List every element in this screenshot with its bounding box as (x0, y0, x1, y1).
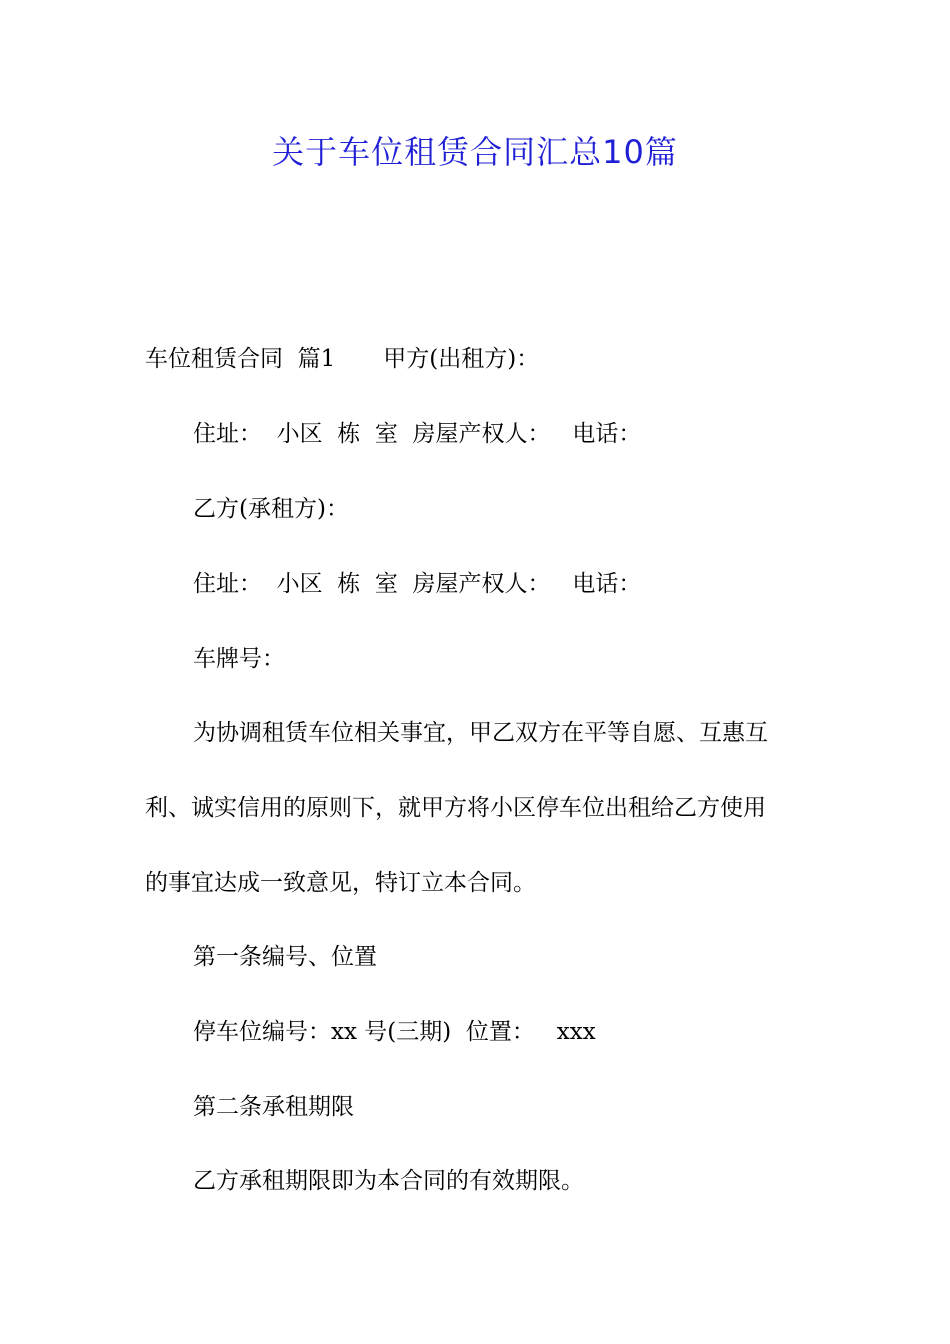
party-b-label: 乙方(承租方)： (193, 496, 349, 522)
party-a-label: 甲方(出租方)： (383, 346, 540, 372)
contract-section-label: 车位租赁合同 篇1 (145, 346, 336, 372)
lease-term-line: 乙方承租期限即为本合同的有效期限。 (193, 1168, 584, 1194)
intro-paragraph-line-2: 利、诚实信用的原则下，就甲方将小区停车位出租给乙方使用 (145, 795, 766, 821)
intro-paragraph-line-3: 的事宜达成一致意见，特订立本合同。 (145, 870, 536, 896)
party-a-address-line: 住址： 小区 栋 室 房屋产权人： 电话： (193, 421, 642, 447)
parking-space-number-line: 停车位编号：xx 号(三期) 位置： xxx (193, 1019, 596, 1045)
intro-paragraph-line-1: 为协调租赁车位相关事宜，甲乙双方在平等自愿、互惠互 (193, 720, 768, 746)
document-title: 关于车位租赁合同汇总10篇 (272, 133, 678, 171)
article-1-heading: 第一条编号、位置 (193, 944, 377, 970)
article-2-heading: 第二条承租期限 (193, 1094, 354, 1120)
contract-heading-line (145, 341, 539, 377)
party-b-address-line: 住址： 小区 栋 室 房屋产权人： 电话： (193, 571, 642, 597)
license-plate-line: 车牌号： (193, 646, 285, 672)
